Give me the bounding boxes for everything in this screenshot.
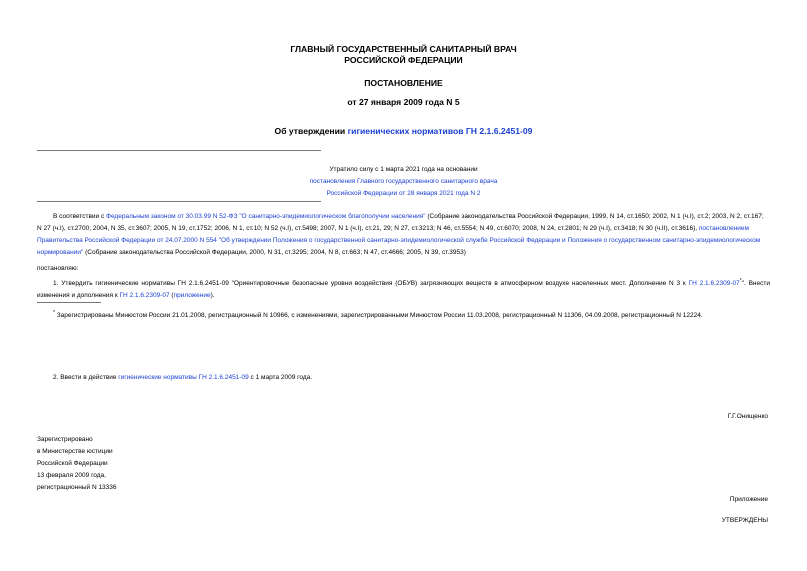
item-1-paragraph: [37, 275, 770, 302]
registration-line-4: 13 февраля 2009 года,: [37, 472, 106, 479]
issuer-line-1: ГЛАВНЫЙ ГОСУДАРСТВЕННЫЙ САНИТАРНЫЙ ВРАЧ: [290, 44, 517, 54]
approved-label: УТВЕРЖДЕНЫ: [721, 517, 768, 524]
gn-link-3[interactable]: гигиенические нормативы ГН 2.1.6.2451-09: [118, 374, 249, 381]
footnote-paragraph: [37, 307, 770, 322]
preamble-text-3: (Собрание законодательства Российской Федерации, 2000, N 31, ст.3295; 2004, N 8, ст.663; N 47, ст.4666; 2005, N 39, ст.3953): [83, 249, 466, 256]
gn-link-2[interactable]: ГН 2.1.6.2309-07: [119, 292, 170, 300]
footnote-divider: [37, 302, 101, 303]
registration-line-2: в Министерстве юстиции: [37, 448, 113, 455]
registration-line-5: регистрационный N 13336: [37, 484, 117, 491]
repeal-notice-link-2[interactable]: Российской Федерации от 28 января 2021 года N 2: [326, 190, 481, 197]
title-text: Об утверждении: [274, 126, 348, 136]
signature: Г.Г.Онищенко: [727, 413, 768, 420]
preamble-text-2: (Собрание законодательства Российской Федерации, 1999, N 14, ст.1650; 2002, N 1 (ч.I), ст.2; 2003, N 2, ст.167; N 27 (ч.I), ст.2700; 2004, N 35, ст.3607; 2005, N 19, ст.1752; 2006, N 1, ст.10; N 52 (ч.I), ст.5498; 2007, N 1 (ч.I), ст.21, 29; N 27, ст.3213; N 46, ст.5554; N 49, ст.6070; 2008, N 24, ст.2801; N 29 (ч.I), ст.3418; N 30 (ч.II), ст.3616),: [37, 213, 764, 232]
registration-line-3: Российской Федерации: [37, 460, 108, 467]
issuer-line-2: РОССИЙСКОЙ ФЕДЕРАЦИИ: [344, 55, 463, 65]
federal-law-link[interactable]: Федеральным законом от 30.03.99 N 52-ФЗ "О санитарно-эпидемиологическом благополучии населения": [106, 213, 426, 220]
footnote-ref[interactable]: *: [739, 278, 742, 284]
item-2-text-2: с 1 марта 2009 года.: [248, 374, 313, 381]
item-1-text-2: ". Внести изменения и дополнения к: [37, 280, 770, 300]
preamble-text-1: В соответствии с: [53, 213, 107, 220]
divider-bottom: [37, 201, 321, 202]
repeal-notice: [0, 164, 807, 200]
item-1-text-1: 1. Утвердить гигиенические нормативы ГН 2.1.6.2451-09 "Ориентировочные безопасные уровни воздействия (ОБУВ) загрязняющих веществ в атмосферном воздухе населенных мест. Дополнение N 3 к: [53, 280, 689, 288]
appendix-link[interactable]: приложение: [173, 292, 211, 300]
preamble-paragraph: [37, 211, 770, 259]
gn-link-1[interactable]: ГН 2.1.6.2309-07: [688, 280, 740, 288]
repeal-notice-link-1[interactable]: постановления Главного государственного санитарного врача: [309, 178, 498, 185]
document-title: [0, 126, 807, 137]
footnote-mark: *: [53, 310, 55, 316]
repeal-notice-line-1: Утратило силу с 1 марта 2021 года на основании: [329, 166, 478, 173]
item-1-text-4: ).: [210, 292, 215, 300]
item-1-text-3: (: [169, 292, 174, 300]
document-type: ПОСТАНОВЛЕНИЕ: [364, 78, 443, 88]
divider-top: [37, 150, 321, 151]
item-2-paragraph: [53, 372, 312, 384]
appendix-label: Приложение: [729, 496, 768, 503]
document-date-number: от 27 января 2009 года N 5: [347, 97, 460, 107]
registration-line-1: Зарегистрировано: [37, 436, 93, 443]
title-link[interactable]: гигиенических нормативов ГН 2.1.6.2451-09: [347, 126, 533, 136]
government-decree-link[interactable]: постановлением Правительства Российской Федерации от 24.07.2000 N 554 "Об утверждении Положения о государственной санитарно-эпидемиологической службе Российской Федерации и Положения о государственном санитарно-эпидемиологическом нормировании": [37, 225, 761, 256]
item-2-text-1: 2. Ввести в действие: [53, 374, 119, 381]
resolve-text: постановляю:: [37, 265, 79, 272]
registration-block: [37, 434, 117, 494]
footnote-text: Зарегистрированы Минюстом России 21.01.2008, регистрационный N 10966, с изменениями, зарегистрированными Минюстом России 11.03.2008, регистрационный N 11306, 04.09.2008, регистрационный N 12224.: [54, 312, 703, 320]
